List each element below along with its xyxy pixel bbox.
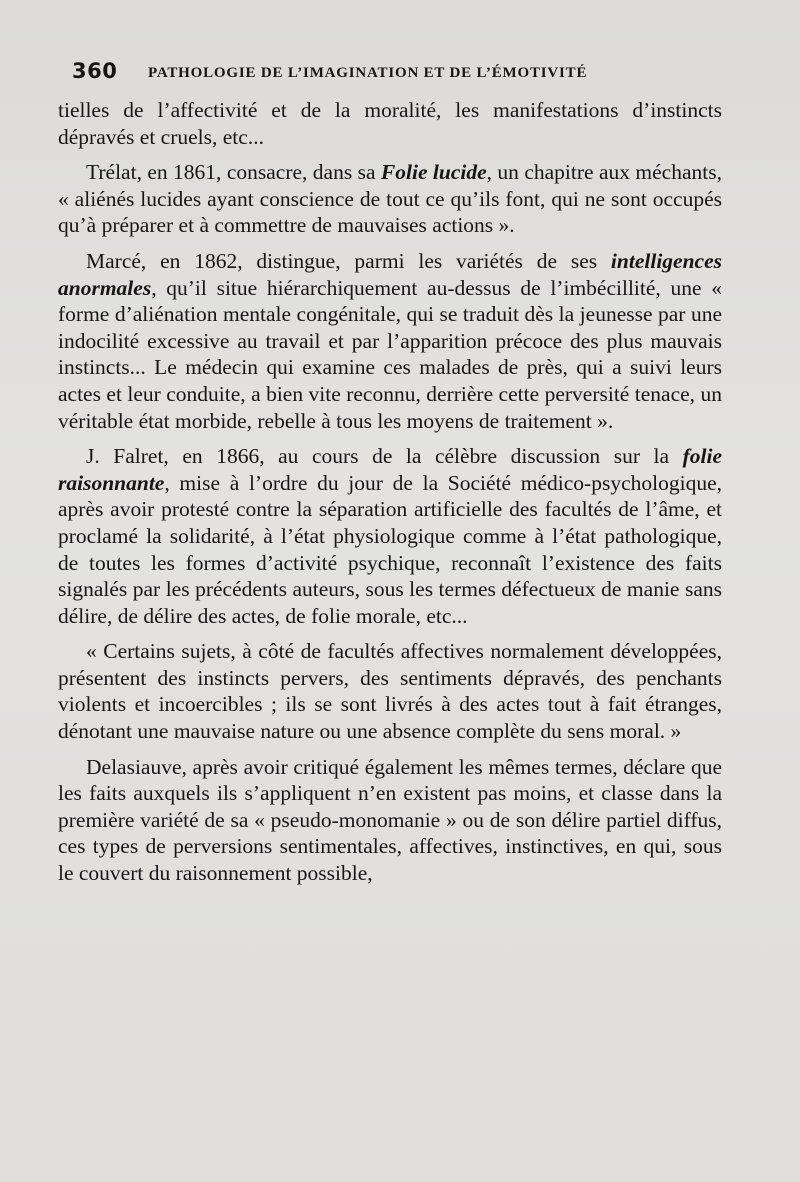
text-run: , un chapitre aux méchants, « aliénés lucides ayant conscience de tout ce qu’ils font, qui ne sont occupés qu’à préparer et à commettre de mauvaises actions ». — [58, 160, 722, 238]
text-run: Marcé, en 1862, distingue, parmi les variétés de ses — [86, 248, 611, 273]
term-italic: intelligences anormales — [58, 248, 722, 300]
body-text — [58, 97, 722, 887]
text-run: , qu’il situe hiérarchiquement au-dessus de l’imbécillité, une « forme d’aliénation mentale congénitale, qui se traduit dès la jeunesse par une indocilité excessive au travail et par l’apparition précoce des plus mauvais instincts... Le médecin qui examine ces malades de près, qui a suivi leurs actes et leur conduite, a bien vite reconnu, derrière cette perversité tenace, un véritable état morbide, rebelle à tous les moyens de traitement ». — [58, 275, 722, 433]
text-run: J. Falret, en 1866, au cours de la célèbre discussion sur la — [86, 444, 683, 469]
text-run: , mise à l’ordre du jour de la Société médico-psychologique, après avoir protesté contre la séparation artificielle des facultés de l’âme, et proclamé la solidarité, à l’état physiologique comme à l’état pathologique, de toutes les formes d’activité psychique, reconnaît l’existence des faits signalés par les précédents auteurs, sous les termes défectueux de manie sans délire, de délire des actes, de folie morale, etc... — [58, 470, 722, 628]
text-run: Delasiauve, après avoir critiqué également les mêmes termes, déclare que les faits auxquels ils s’appliquent n’en existent pas moins, et classe dans la première variété de sa « pseudo-monomanie » ou de son délire partiel diffus, ces types de perversions sentimentales, affectives, instinctives, en qui, sous le couvert du raisonnement possible, — [58, 754, 722, 886]
paragraph-2 — [58, 159, 722, 239]
text-run: « Certains sujets, à côté de facultés affectives normalement développées, présentent des instincts pervers, des sentiments dépravés, des penchants violents et incoercibles ; ils se sont livrés à des actes tout à fait étranges, dénotant une mauvaise nature ou une absence complète du sens moral. » — [58, 639, 722, 744]
term-italic: folie raisonnante — [58, 444, 722, 495]
page-header — [72, 55, 732, 89]
text-run: Trélat, en 1861, consacre, dans sa — [86, 160, 381, 185]
paragraph-5-quote — [58, 638, 722, 744]
page-number: 360 — [72, 59, 118, 83]
book-title-italic: Folie lucide — [380, 160, 487, 185]
paragraph-1 — [58, 97, 722, 150]
text-run: tielles de l’affectivité et de la moralité, les manifestations d’instincts dépravés et cruels, etc... — [58, 98, 722, 149]
paragraph-4 — [58, 443, 722, 629]
paragraph-3 — [58, 248, 722, 434]
paragraph-6 — [58, 754, 722, 887]
running-head: PATHOLOGIE DE L’IMAGINATION ET DE L’ÉMOTIVITÉ — [148, 65, 588, 81]
